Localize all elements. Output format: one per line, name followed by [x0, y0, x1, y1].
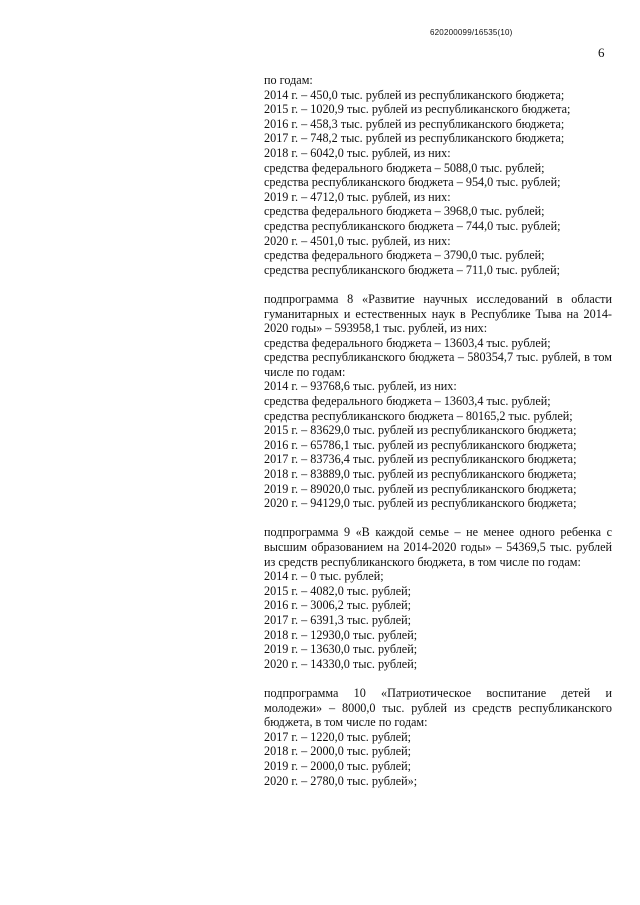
funding-by-year-block — [264, 73, 612, 277]
text-line: средства республиканского бюджета – 80165,2 тыс. рублей; — [264, 408, 573, 423]
text-line: средства федерального бюджета – 13603,4 тыс. рублей; — [264, 394, 551, 409]
text-line: 2018 г. – 6042,0 тыс. рублей, из них: — [264, 145, 451, 160]
text-line: 2017 г. – 83736,4 тыс. рублей из республиканского бюджета; — [264, 452, 577, 467]
subprogram-8-paragraph: подпрограмма 8 «Развитие научных исследований в области гуманитарных и естественных наук в Республике Тыва на 2014-2020 годы» – 593958,1 тыс. рублей, из них: — [264, 291, 612, 336]
text-line: средства федерального бюджета – 3968,0 тыс. рублей; — [264, 204, 545, 219]
text-line: 2016 г. – 458,3 тыс. рублей из республиканского бюджета; — [264, 116, 565, 131]
document-code: 620200099/16535(10) — [430, 28, 513, 37]
text-line: 2016 г. – 65786,1 тыс. рублей из республиканского бюджета; — [264, 437, 577, 452]
text-line: средства республиканского бюджета – 744,0 тыс. рублей; — [264, 218, 561, 233]
text-line: 2018 г. – 83889,0 тыс. рублей из республиканского бюджета; — [264, 467, 577, 482]
page-number: 6 — [598, 45, 605, 60]
subprogram-9-block — [264, 525, 612, 671]
document-body — [264, 73, 612, 788]
text-line: 2015 г. – 83629,0 тыс. рублей из республиканского бюджета; — [264, 423, 577, 438]
text-line: 2020 г. – 94129,0 тыс. рублей из республиканского бюджета; — [264, 496, 577, 511]
text-line: 2017 г. – 1220,0 тыс. рублей; — [264, 729, 412, 744]
subprogram-8-block — [264, 292, 612, 511]
text-line: 2018 г. – 2000,0 тыс. рублей; — [264, 744, 412, 759]
text-line: 2014 г. – 0 тыс. рублей; — [264, 569, 384, 584]
text-line: 2020 г. – 4501,0 тыс. рублей, из них: — [264, 233, 451, 248]
text-line: по годам: — [264, 73, 313, 87]
text-paragraph: средства республиканского бюджета – 580354,7 тыс. рублей, в том числе по годам: — [264, 350, 612, 379]
text-line: средства республиканского бюджета – 711,0 тыс. рублей; — [264, 262, 561, 277]
text-line: 2019 г. – 2000,0 тыс. рублей; — [264, 758, 412, 773]
text-line: средства республиканского бюджета – 954,0 тыс. рублей; — [264, 175, 561, 190]
text-line: 2014 г. – 93768,6 тыс. рублей, из них: — [264, 379, 457, 394]
text-line: средства федерального бюджета – 5088,0 тыс. рублей; — [264, 160, 545, 175]
text-line: средства федерального бюджета – 3790,0 тыс. рублей; — [264, 248, 545, 263]
text-line: 2017 г. – 748,2 тыс. рублей из республиканского бюджета; — [264, 131, 565, 146]
text-line: 2015 г. – 1020,9 тыс. рублей из республиканского бюджета; — [264, 102, 571, 117]
text-line: 2015 г. – 4082,0 тыс. рублей; — [264, 583, 412, 598]
text-line: 2018 г. – 12930,0 тыс. рублей; — [264, 627, 418, 642]
text-line: 2019 г. – 4712,0 тыс. рублей, из них: — [264, 189, 451, 204]
text-line: 2020 г. – 2780,0 тыс. рублей»; — [264, 773, 418, 788]
text-line: 2016 г. – 3006,2 тыс. рублей; — [264, 598, 412, 613]
text-line: 2019 г. – 13630,0 тыс. рублей; — [264, 642, 418, 657]
subprogram-10-paragraph: подпрограмма 10 «Патриотическое воспитание детей и молодежи» – 8000,0 тыс. рублей из средств республиканского бюджета, в том числе по годам: — [264, 685, 612, 730]
text-line: средства федерального бюджета – 13603,4 тыс. рублей; — [264, 335, 551, 350]
subprogram-9-paragraph: подпрограмма 9 «В каждой семье – не менее одного ребенка с высшим образованием на 2014-2020 годы» – 54369,5 тыс. рублей из средств республиканского бюджета, в том числе по годам: — [264, 525, 612, 569]
text-line: 2014 г. – 450,0 тыс. рублей из республиканского бюджета; — [264, 87, 565, 102]
text-line: 2019 г. – 89020,0 тыс. рублей из республиканского бюджета; — [264, 481, 577, 496]
text-line: 2020 г. – 14330,0 тыс. рублей; — [264, 656, 418, 671]
subprogram-10-block — [264, 686, 612, 788]
text-line: 2017 г. – 6391,3 тыс. рублей; — [264, 612, 412, 627]
